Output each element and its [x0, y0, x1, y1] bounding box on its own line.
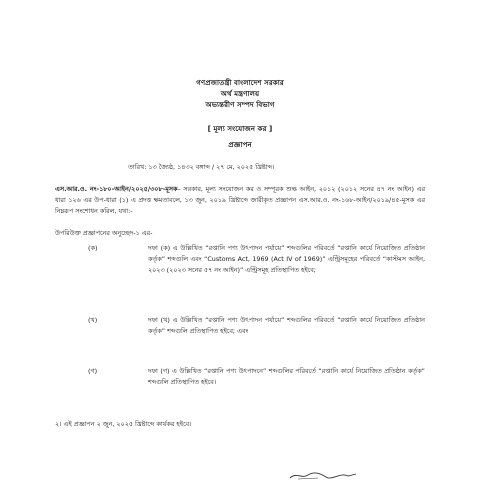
date-line: তারিখ: ১৩ জ্যৈষ্ঠ, ১৪৩২ বঙ্গাব্দ / ২৭ মে, ২০২৫ খ্রিষ্টাব্দ। [128, 163, 275, 171]
subintro-line: উপরিউক্ত প্রজ্ঞাপনের অনুচ্ছেদ-১ এর- [55, 229, 153, 237]
clause-text: দফা (খ) এ উল্লিখিত “রপ্তানি পণ্য উৎপাদন পর্যায়ে” শব্দগুলির পরিবর্তে “রপ্তানি কার্যে নিয়োজিত প্রতিষ্ঠান কর্তৃক” শব্দগুলি প্রতিস্থাপিত হইবে; এবং [148, 316, 425, 335]
clause-marker: (ক) [88, 244, 98, 252]
sro-reference: এস.আর.ও. নং-১৮০-আইন/২০২৫/৩০৮-মূসক [55, 185, 178, 193]
intro-text: – সরকার, মূল্য সংযোজন কর ও সম্পূরক শুল্ক আইন, ২০১২ (২০১২ সনের ৪৭ নং আইন) এর ধারা ১২৬ এর উপ-ধারা (১) এ প্রদত্ত ক্ষমতাবলে, ১৩ জুন, ২০১৯ খ্রিষ্টাব্দে জারীকৃত প্রজ্ঞাপন এস.আর.ও. নং-১৬৮-আইন/২০১৯/৪৫-মূসক এর নিম্নরূপ সংশোধন করিল, যথা:- [55, 185, 426, 215]
effective-date-line: ২। এই প্রজ্ঞাপন ২ জুন, ২০২৫ খ্রিষ্টাব্দে কার্যকর হইবে। [55, 420, 192, 428]
category-heading: [ মূল্য সংযোজন কর ] [207, 124, 273, 133]
division-name: অভ্যন্তরীণ সম্পদ বিভাগ [205, 100, 275, 109]
notice-title: প্রজ্ঞাপন [228, 140, 252, 149]
clause-marker: (খ) [88, 316, 98, 324]
government-name: গণপ্রজাতন্ত্রী বাংলাদেশ সরকার [196, 78, 284, 87]
clause-text: দফা (ক) এ উল্লিখিত “রপ্তানি পণ্য উৎপাদন পর্যায়ে” শব্দগুলির পরিবর্তে “রপ্তানি কার্যে নিয়োজিত প্রতিষ্ঠান কর্তৃক” শব্দগুলি এবং “Customs Act, 1969 (Act IV of 1969)” এন্ট্রিসমূহের পরিবর্তে “কাস্টমস আইন, ২০২৩ (২০২৩ সনের ৫৭ নং আইন)” এন্ট্রিসমূহ প্রতিস্থাপিত হইবে; [148, 244, 425, 274]
signature-mark [288, 470, 358, 480]
ministry-name: অর্থ মন্ত্রণালয় [220, 89, 260, 98]
intro-paragraph [55, 184, 425, 217]
clause-text: দফা (গ) এ উল্লিখিত “রপ্তানি পণ্য উৎপাদনে” শব্দগুলির পরিবর্তে “রপ্তানি কার্যে নিয়োজিত প্রতিষ্ঠান কর্তৃক” শব্দগুলি প্রতিস্থাপিত হইবে। [148, 367, 425, 386]
clause-marker: (গ) [88, 367, 98, 375]
